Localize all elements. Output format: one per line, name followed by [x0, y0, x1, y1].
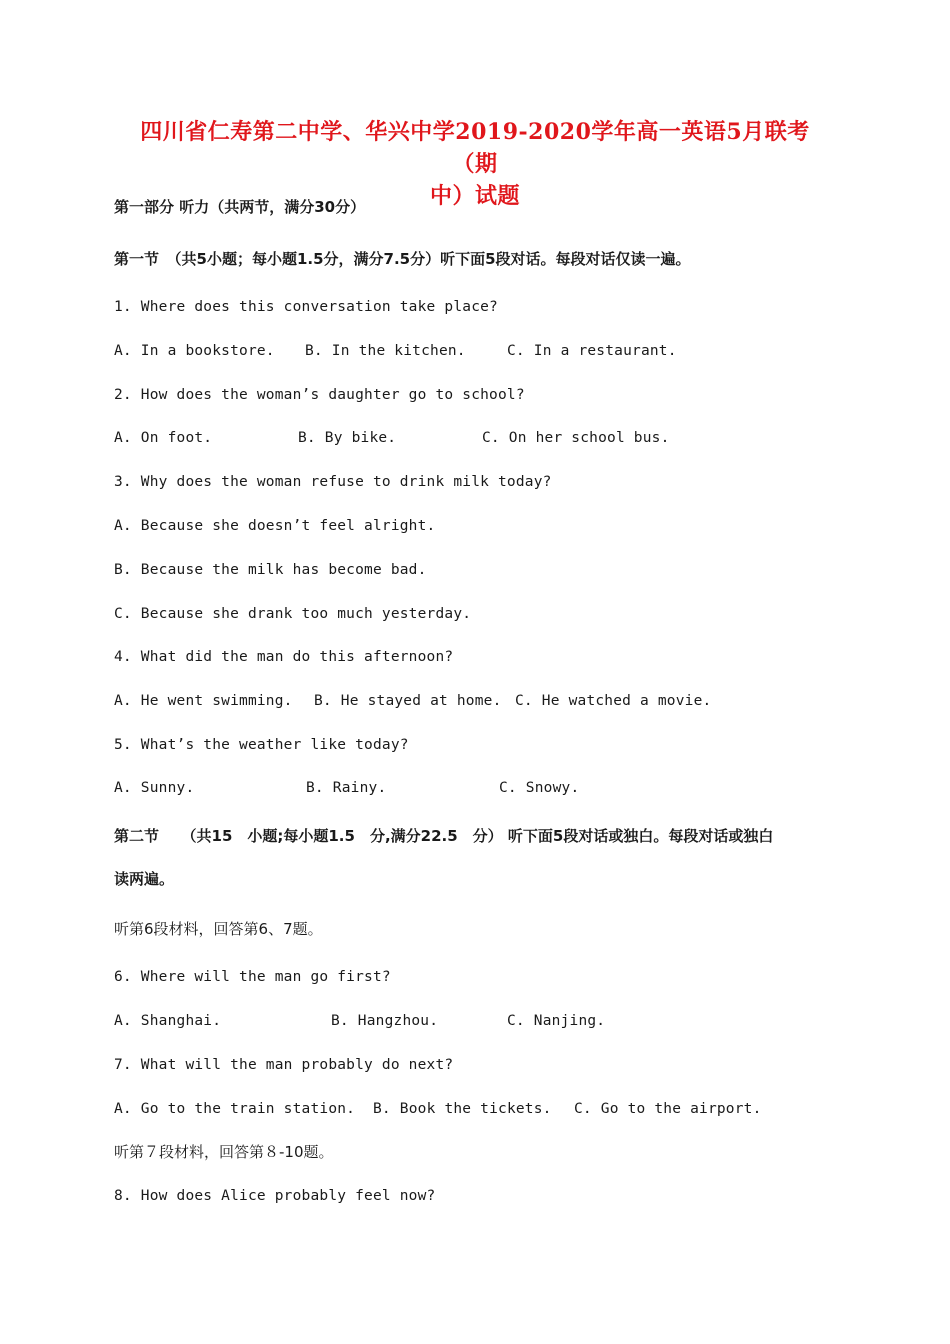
option-2c: C. On her school bus. — [482, 430, 670, 446]
option-6a: A. Shanghai. — [114, 1013, 222, 1029]
question-2: 2. How does the woman’s daughter go to school? — [114, 387, 525, 403]
section2-heading-line-2: 读两遍。 — [114, 870, 175, 888]
option-6c: C. Nanjing. — [507, 1013, 606, 1029]
section1-heading: 第一节 （共5小题；每小题1.5分，满分7.5分）听下面5段对话。每段对话仅读一遍。 — [114, 250, 691, 268]
option-1c: C. In a restaurant. — [507, 343, 677, 359]
question-7: 7. What will the man probably do next? — [114, 1057, 454, 1073]
question-4: 4. What did the man do this afternoon? — [114, 649, 454, 665]
question-8: 8. How does Alice probably feel now? — [114, 1188, 436, 1204]
option-6b: B. Hangzhou. — [331, 1013, 439, 1029]
option-1a: A. In a bookstore. — [114, 343, 275, 359]
option-4a: A. He went swimming. — [114, 693, 293, 709]
option-4c: C. He watched a movie. — [515, 693, 712, 709]
option-3a: A. Because she doesn’t feel alright. — [114, 518, 436, 534]
title-line-1: 四川省仁寿第二中学、华兴中学2019-2020学年高一英语5月联考（期 — [140, 119, 810, 177]
option-1b: B. In the kitchen. — [305, 343, 466, 359]
question-5: 5. What’s the weather like today? — [114, 737, 409, 753]
option-7c: C. Go to the airport. — [574, 1101, 762, 1117]
section2-heading-line-1: 第二节 （共15 小题;每小题1.5 分,满分22.5 分） 听下面5段对话或独白。每段对话或独白 — [114, 827, 774, 845]
option-5b: B. Rainy. — [306, 780, 387, 796]
option-4b: B. He stayed at home. — [314, 693, 502, 709]
option-7a: A. Go to the train station. — [114, 1101, 356, 1117]
instruction-6-7: 听第6段材料，回答第6、7题。 — [114, 920, 323, 938]
option-2b: B. By bike. — [298, 430, 397, 446]
option-5c: C. Snowy. — [499, 780, 580, 796]
instruction-8-10: 听第７段材料，回答第８-10题。 — [114, 1143, 334, 1161]
option-2a: A. On foot. — [114, 430, 213, 446]
option-5a: A. Sunny. — [114, 780, 195, 796]
option-3b: B. Because the milk has become bad. — [114, 562, 427, 578]
option-7b: B. Book the tickets. — [373, 1101, 552, 1117]
title-line-2: 中）试题 — [429, 183, 520, 209]
option-3c: C. Because she drank too much yesterday. — [114, 606, 472, 622]
question-1: 1. Where does this conversation take place? — [114, 299, 498, 315]
part1-heading: 第一部分 听力（共两节，满分30分） — [114, 198, 366, 216]
question-6: 6. Where will the man go first? — [114, 969, 391, 985]
question-3: 3. Why does the woman refuse to drink milk today? — [114, 474, 552, 490]
